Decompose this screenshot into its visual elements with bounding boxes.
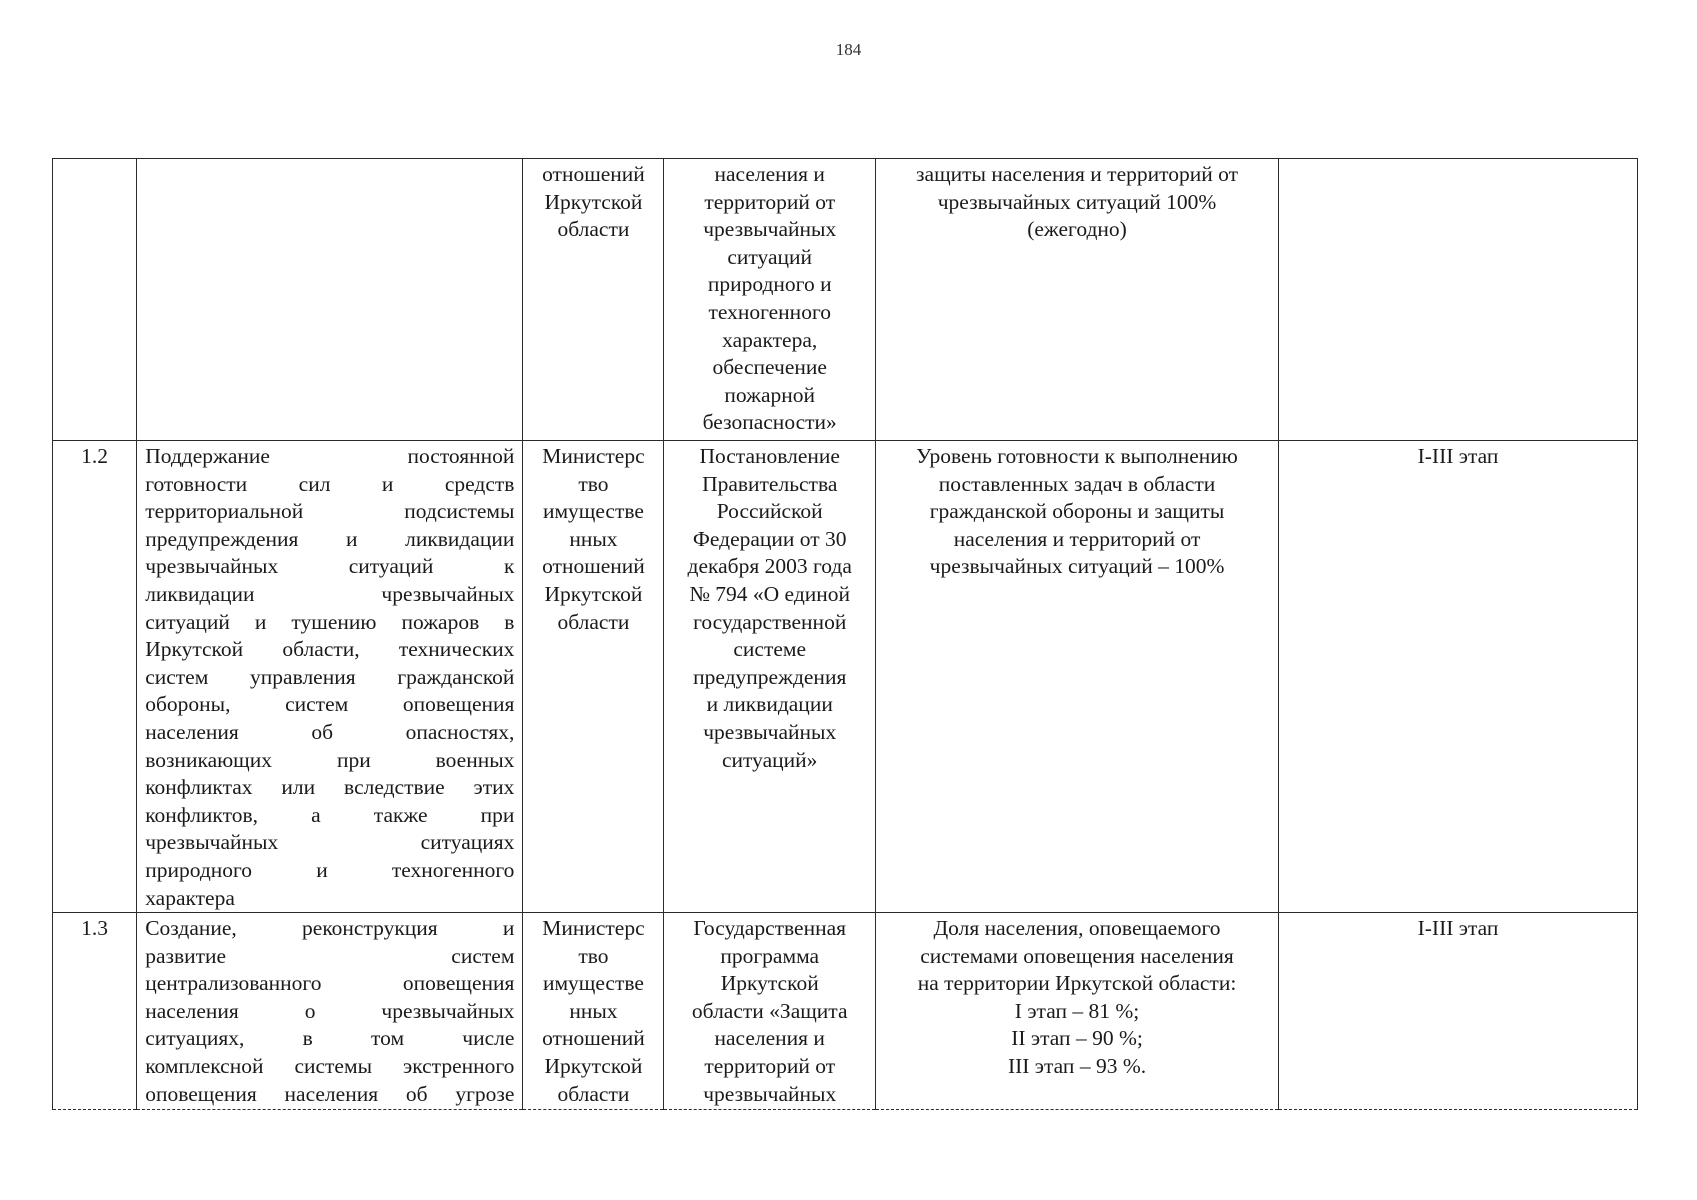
table-row: [53, 159, 1638, 441]
cell-line: II этап – 90 %;: [1011, 1026, 1143, 1051]
cell-line: оповещения населения об угрозе: [145, 1081, 515, 1106]
cell-line: систем управления гражданской: [145, 664, 515, 689]
row-number-cell: 1.2: [53, 441, 137, 913]
cell-line: Иркутской: [544, 1054, 643, 1079]
indicator-cell: [875, 159, 1278, 441]
cell-line: Создание, реконструкция и: [145, 916, 515, 941]
cell-line: чрезвычайных: [703, 217, 837, 242]
cell-line: обеспечение: [712, 355, 827, 380]
indicator-cell: [875, 441, 1278, 913]
table-row: [53, 441, 1638, 913]
cell-line: отношений: [542, 1026, 645, 1051]
cell-line: конфликтах или вследствие этих: [145, 775, 515, 800]
cell-line: ликвидации чрезвычайных: [145, 581, 515, 606]
cell-line: области: [557, 609, 630, 634]
cell-line: населения и: [714, 162, 825, 186]
cell-line: чрезвычайных ситуаций к: [145, 554, 515, 579]
cell-line: области: [557, 1081, 630, 1106]
cell-line: (ежегодно): [1027, 217, 1127, 242]
cell-line: предупреждения: [693, 664, 847, 689]
cell-line: природного и: [707, 272, 832, 297]
cell-line: поставленных задач в области: [938, 471, 1216, 496]
table-row: [53, 913, 1638, 1110]
cell-line: пожарной: [724, 382, 816, 407]
cell-line: области «Защита: [691, 998, 848, 1023]
cell-line: чрезвычайных: [703, 1081, 837, 1106]
cell-line: ситуаций и тушению пожаров в: [145, 609, 515, 634]
cell-line: ситуаций»: [721, 747, 818, 772]
row-number-cell: 1.3: [53, 913, 137, 1110]
cell-line: техногенного: [708, 299, 831, 324]
cell-line: безопасности»: [702, 410, 837, 435]
cell-line: населения об опасностях,: [145, 719, 515, 744]
cell-line: характера: [145, 885, 235, 910]
basis-cell: [664, 913, 876, 1110]
executor-cell: [523, 159, 664, 441]
executor-cell: [523, 913, 664, 1110]
cell-line: Уровень готовности к выполнению: [916, 444, 1238, 468]
cell-line: Правительства: [702, 471, 838, 496]
stage-cell: I-III этап: [1279, 441, 1638, 913]
cell-line: Федерации от 30: [692, 526, 847, 551]
cell-line: конфликтов, а также при: [145, 802, 515, 827]
cell-line: имуществе: [542, 499, 644, 524]
cell-line: системе: [733, 637, 807, 662]
event-cell: [137, 441, 523, 913]
cell-line: Министерс: [542, 444, 645, 468]
cell-line: территориальной подсистемы: [145, 499, 515, 524]
cell-line: имуществе: [542, 971, 644, 996]
basis-cell: [664, 441, 876, 913]
cell-line: № 794 «О единой: [689, 581, 851, 606]
cell-line: населения и территорий от: [953, 526, 1201, 551]
cell-line: I этап – 81 %;: [1014, 998, 1140, 1023]
cell-line: и ликвидации: [706, 692, 833, 717]
cell-line: Поддержание постоянной: [145, 444, 515, 468]
cell-line: готовности сил и средств: [145, 471, 515, 496]
indicator-cell: [875, 913, 1278, 1110]
basis-cell: [664, 159, 876, 441]
cell-line: системами оповещения населения: [920, 943, 1234, 968]
cell-line: природного и техногенного: [145, 857, 515, 882]
executor-cell: [523, 441, 664, 913]
cell-line: характера,: [722, 327, 818, 352]
stage-cell: I-III этап: [1279, 913, 1638, 1110]
cell-line: Постановление: [699, 444, 840, 468]
cell-line: комплексной системы экстренного: [145, 1054, 515, 1079]
cell-line: предупреждения и ликвидации: [145, 526, 515, 551]
cell-line: государственной: [693, 609, 847, 634]
cell-line: защиты населения и территорий от: [916, 162, 1238, 186]
cell-line: III этап – 93 %.: [1007, 1054, 1147, 1079]
cell-line: ситуаций: [727, 244, 813, 269]
cell-line: декабря 2003 года: [687, 554, 852, 579]
cell-line: Доля населения, оповещаемого: [933, 916, 1221, 941]
cell-line: отношений: [542, 554, 645, 579]
cell-line: Иркутской: [544, 189, 643, 214]
cell-line: отношений: [542, 162, 645, 186]
cell-line: тво: [578, 943, 609, 968]
cell-line: нных: [569, 998, 618, 1023]
cell-line: населения и: [714, 1026, 825, 1051]
cell-line: ситуациях, в том числе: [145, 1026, 515, 1051]
page-number: 184: [835, 40, 862, 59]
cell-line: чрезвычайных ситуаций – 100%: [929, 554, 1225, 579]
cell-line: нных: [569, 526, 618, 551]
cell-line: Государственная: [693, 916, 847, 941]
cell-line: развитие систем: [145, 943, 515, 968]
cell-line: возникающих при военных: [145, 747, 515, 772]
cell-line: Иркутской области, технических: [145, 637, 515, 662]
event-cell: [137, 159, 523, 441]
activities-table: [52, 158, 1638, 1110]
cell-line: централизованного оповещения: [145, 971, 515, 996]
cell-line: чрезвычайных: [703, 719, 837, 744]
cell-line: Российской: [716, 499, 823, 524]
cell-line: чрезвычайных ситуациях: [145, 830, 515, 855]
cell-line: на территории Иркутской области:: [917, 971, 1237, 996]
cell-line: программа: [720, 943, 820, 968]
cell-line: территорий от: [704, 189, 836, 214]
cell-line: Министерс: [542, 916, 645, 941]
cell-line: чрезвычайных ситуаций 100%: [937, 189, 1217, 214]
cell-line: гражданской обороны и защиты: [929, 499, 1225, 524]
row-number-cell: [53, 159, 137, 441]
cell-line: Иркутской: [544, 581, 643, 606]
cell-line: территорий от: [704, 1054, 836, 1079]
cell-line: обороны, систем оповещения: [145, 692, 515, 717]
event-cell: [137, 913, 523, 1110]
cell-line: области: [557, 217, 630, 242]
stage-cell: [1279, 159, 1638, 441]
cell-line: тво: [578, 471, 609, 496]
cell-line: населения о чрезвычайных: [145, 998, 515, 1023]
cell-line: Иркутской: [720, 971, 819, 996]
